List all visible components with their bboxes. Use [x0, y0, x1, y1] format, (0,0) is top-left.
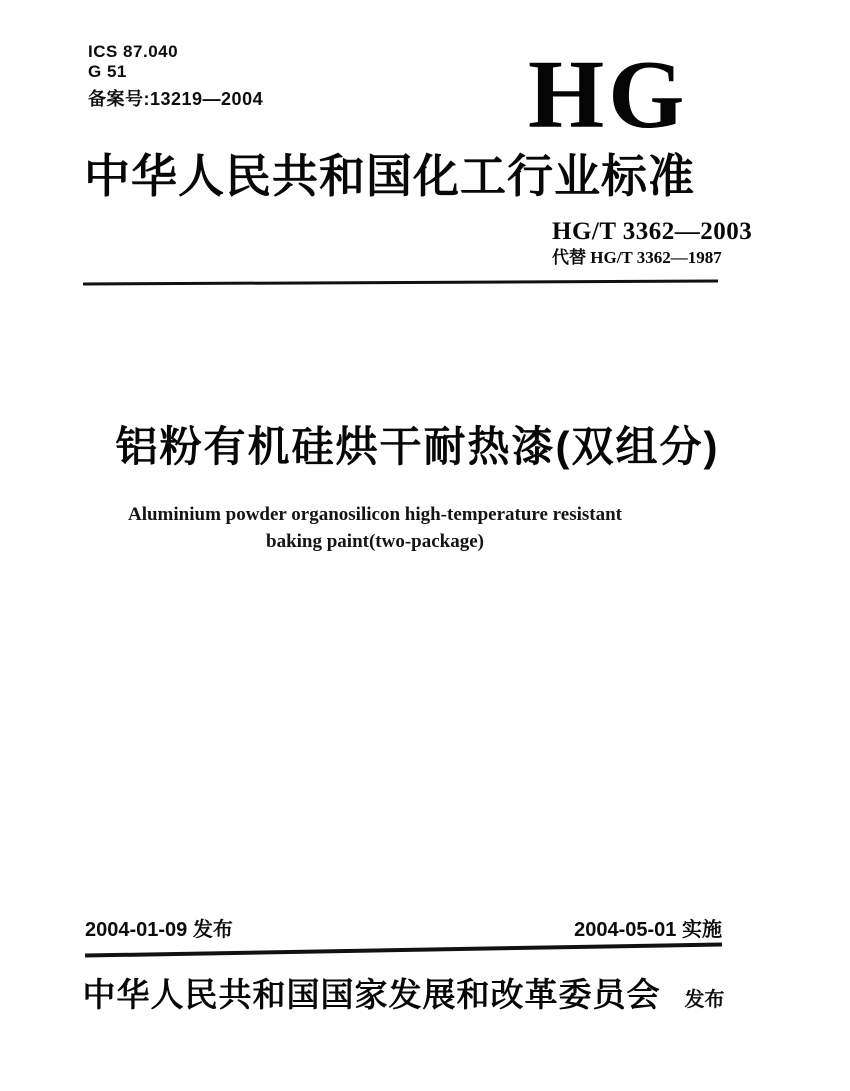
document-title-en-line1: Aluminium powder organosilicon high-temperature resistant [127, 504, 622, 525]
document-title-cn: 铝粉有机硅烘干耐热漆(双组分) [115, 423, 720, 470]
implement-date: 2004-05-01 实施 [574, 919, 722, 941]
category-code: G 51 [88, 62, 127, 81]
standard-number: HG/T 3362—2003 [552, 218, 753, 245]
replaces-note: 代替 HG/T 3362—1987 [552, 248, 722, 267]
record-number: 备案号:13219—2004 [88, 89, 264, 109]
issuer-name: 中华人民共和国国家发展和改革委员会 [82, 976, 661, 1013]
meta-block [88, 42, 263, 109]
header-divider [83, 280, 718, 286]
footer-divider [85, 942, 722, 957]
issue-label: 发布 [684, 989, 725, 1011]
standard-type-heading: 中华人民共和国化工行业标准 [84, 151, 695, 202]
issue-date: 2004-01-09 发布 [85, 919, 233, 941]
ics-code: ICS 87.040 [88, 42, 179, 61]
document-title-en-line2: baking paint(two-package) [266, 531, 484, 552]
dates-row [85, 913, 722, 942]
hg-logo: HG [528, 41, 689, 149]
document-title-en [60, 501, 690, 555]
issuer-row [82, 969, 725, 1016]
standard-number-block [552, 219, 752, 267]
